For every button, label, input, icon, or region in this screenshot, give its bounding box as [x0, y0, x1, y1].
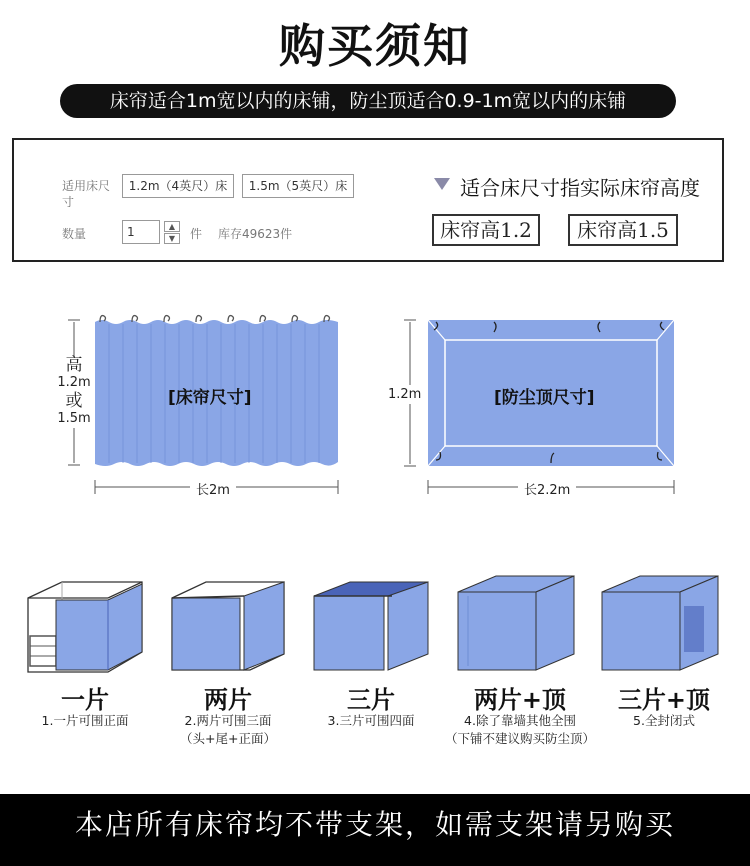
triangle-down-icon: [434, 178, 450, 190]
style-two-panels-illustration: [172, 582, 284, 670]
curtain-height-label: [56, 356, 92, 428]
quantity-label: 数量: [62, 227, 87, 241]
size-option-1-5m[interactable]: 1.5m（5英尺）床: [242, 174, 354, 198]
curtain-height-line: 1.5m: [57, 411, 91, 426]
style-title: 三片+顶: [617, 686, 711, 714]
style-three-panels-top-illustration: [602, 576, 718, 670]
curtain-width-label: 长2m: [190, 479, 236, 498]
footer-notice: 本店所有床帘均不带支架，如需支架请另购买: [0, 794, 750, 866]
quantity-input[interactable]: 1: [122, 220, 160, 244]
height-option-1-5: 床帘高1.5: [568, 214, 678, 246]
curtain-size-label: [床帘尺寸]: [168, 388, 252, 408]
quantity-unit: 件: [190, 227, 203, 241]
curtain-height-line: 高: [65, 355, 83, 375]
dust-top-size-label: [防尘顶尺寸]: [494, 388, 595, 408]
curtain-height-line: 1.2m: [57, 375, 91, 390]
dust-top-width-label: 长2.2m: [518, 479, 576, 498]
quantity-decrease-button[interactable]: ▼: [164, 233, 180, 244]
stock-count: 库存49623件: [218, 227, 293, 241]
style-desc: 1.一片可围正面: [41, 713, 129, 728]
style-desc: 3.三片可围四面: [327, 713, 415, 728]
style-two-panels-top-illustration: [458, 576, 574, 670]
style-desc: （下铺不建议购买防尘顶）: [444, 731, 595, 746]
fit-note: 适合床尺寸指实际床帘高度: [460, 176, 700, 200]
curtain-height-line: 或: [65, 391, 83, 411]
quantity-increase-button[interactable]: ▲: [164, 221, 180, 232]
size-label: 适用床尺寸: [62, 179, 111, 209]
style-desc: （头+尾+正面）: [180, 731, 276, 746]
style-desc: 5.全封闭式: [633, 713, 695, 728]
size-option-1-2m[interactable]: 1.2m（4英尺）床: [122, 174, 234, 198]
dimension-diagrams: [0, 300, 750, 510]
style-desc: 2.两片可围三面: [184, 713, 272, 728]
dust-top-height-label: 1.2m: [388, 387, 422, 402]
style-desc: 4.除了靠墙其他全围: [464, 713, 576, 728]
page-title: 购买须知: [279, 19, 471, 73]
style-title: 三片: [347, 686, 395, 714]
style-title: 两片: [204, 686, 252, 714]
notice-banner: 床帘适合1m宽以内的床铺，防尘顶适合0.9-1m宽以内的床铺: [60, 84, 676, 118]
curtain-style-illustrations: [0, 566, 750, 676]
style-title: 一片: [61, 686, 109, 714]
height-option-1-2: 床帘高1.2: [432, 214, 540, 246]
style-three-panels-illustration: [314, 582, 428, 670]
style-one-panel-illustration: [28, 582, 142, 672]
style-title: 两片+顶: [473, 686, 567, 714]
